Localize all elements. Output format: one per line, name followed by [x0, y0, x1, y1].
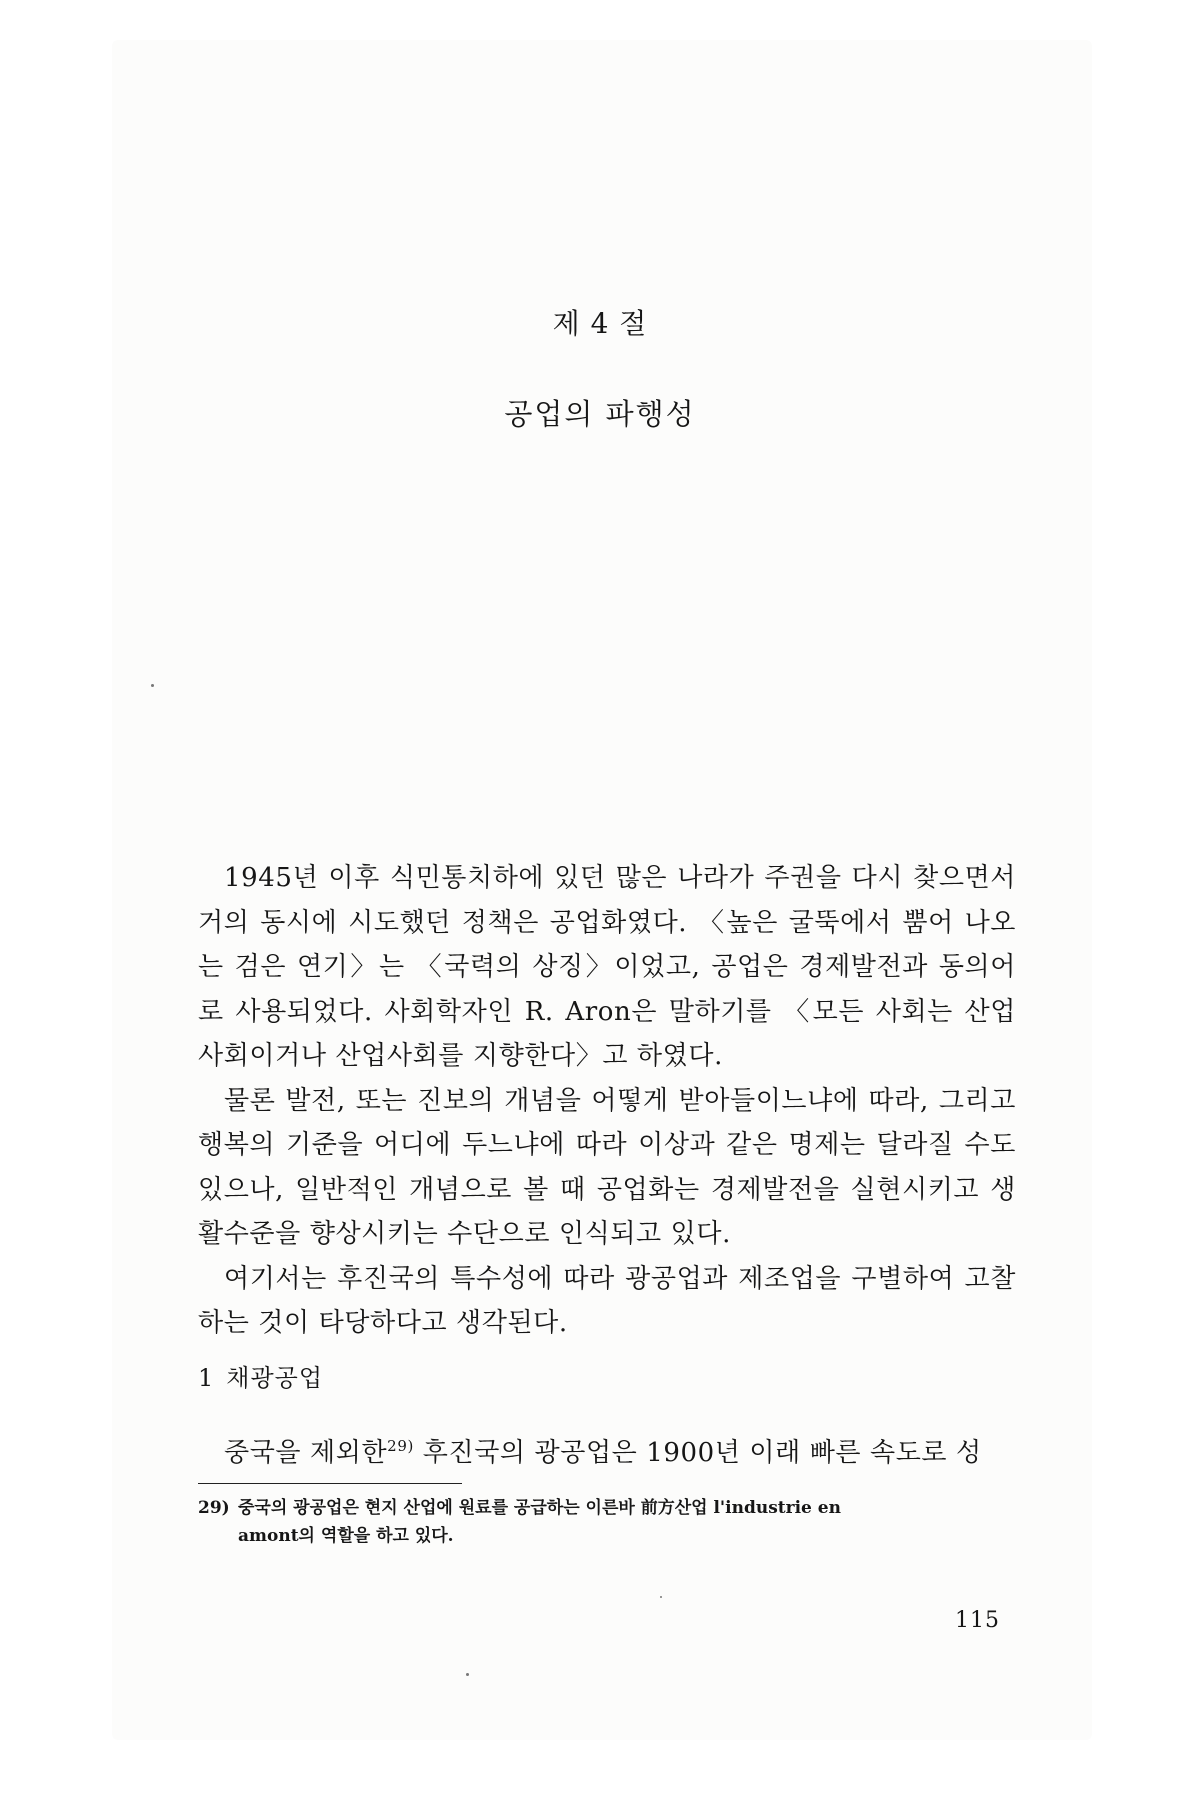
section-number: 제 4 절: [552, 307, 648, 340]
footnote-line-2: amont의 역할을 하고 있다.: [238, 1526, 454, 1546]
footnote-text-1: 중국의 광공업은 현지 산업에 원료를 공급하는 이른바 前方산업 l'industrie en: [238, 1498, 841, 1518]
paper-speck: [466, 1673, 469, 1676]
section-title: 공업의 파행성: [504, 397, 696, 431]
footnote-reference: 29): [387, 1437, 414, 1455]
footnote: [198, 1494, 1016, 1550]
paper-speck: [660, 1596, 662, 1598]
body-text: [198, 856, 1016, 1346]
footnote-divider: [198, 1483, 462, 1484]
footnote-number: 29): [198, 1498, 230, 1518]
paragraph: 물론 발전, 또는 진보의 개념을 어떻게 받아들이느냐에 따라, 그리고 행복의 기준을 어디에 두느냐에 따라 이상과 같은 명제는 달라질 수도 있으나, 일반적인 개념으로 볼 때 공업화는 경제발전을 실현시키고 생활수준을 향상시키는 수단으로 인식되고 있다.: [198, 1085, 1016, 1249]
paragraph: 1945년 이후 식민통치하에 있던 많은 나라가 주권을 다시 찾으면서 거의 동시에 시도했던 정책은 공업화였다. 〈높은 굴뚝에서 뿜어 나오는 검은 연기〉는 〈국력의 상징〉이었고, 공업은 경제발전과 동의어로 사용되었다. 사회학자인 R. Aron은 말하기를 〈모든 사회는 산업사회이거나 산업사회를 지향한다〉고 하였다.: [198, 863, 1016, 1071]
paragraph-text-start: 중국을 제외한: [224, 1438, 388, 1468]
subsection-heading: [198, 1358, 323, 1393]
continuing-paragraph: [198, 1432, 1016, 1469]
page-number: 115: [955, 1608, 1000, 1633]
paper-speck: [151, 684, 154, 687]
footnote-line-1: [198, 1494, 1016, 1522]
subsection-number: 1: [198, 1364, 215, 1392]
paragraph-text-rest: 후진국의 광공업은 1900년 이래 빠른 속도로 성: [413, 1438, 982, 1468]
paragraph: 여기서는 후진국의 특수성에 따라 광공업과 제조업을 구별하여 고찰하는 것이 타당하다고 생각된다.: [198, 1263, 1016, 1338]
subsection-title: 채광공업: [226, 1364, 324, 1392]
